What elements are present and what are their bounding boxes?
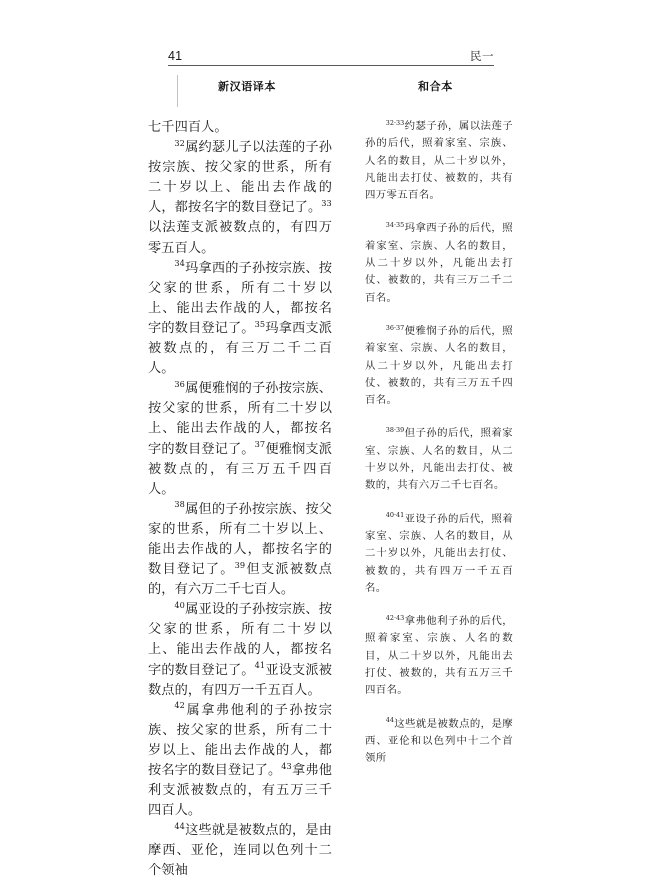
verse-number: 38 <box>174 499 185 510</box>
verse-number: 42 <box>174 700 185 711</box>
verse-paragraph: 七千四百人。 <box>148 120 228 135</box>
verse-paragraph: $^{44}$这些就是被数点的，是摩西、亚伦和以色列中十二个首领所 <box>365 716 513 765</box>
verse-number: 35 <box>254 318 266 329</box>
verse-paragraph: $^{40\cdot 41}$亚设子孙的后代，照着家室、宗族、人名的数目，从二十岁以外，凡能出去打仗、被数的，共有四万一千五百名。 <box>365 511 513 594</box>
verse-paragraph: $^{42\cdot 43}$拿弗他利子孙的后代，照着家室、宗族、人名的数目，从二十岁以外，凡能出去打仗、被数的，共有五万三千四百名。 <box>365 613 513 697</box>
verse-number: 36 <box>174 378 185 389</box>
verse-number: 34·35 <box>385 221 405 230</box>
verse-number: 37 <box>254 439 266 450</box>
running-header <box>168 40 494 66</box>
verse-paragraph: $^{40}$属亚设的子孙按宗族、按父家的世系，所有二十岁以上、能出去作战的人，都按名字的数目登记了。$^{41}$亚设支派被数点的，有四万一千五百人。 <box>148 599 333 698</box>
translation-column-left <box>148 118 332 882</box>
verse-number: 38·39 <box>385 425 405 434</box>
verse-number: 33 <box>321 197 332 208</box>
verse-number: 32 <box>174 137 185 148</box>
verse-number: 44 <box>385 716 394 725</box>
verse-paragraph: $^{42}$属拿弗他利的子孙按宗族、按父家的世系，所有二十岁以上、能出去作战的人，都按名字的数目登记了。$^{43}$拿弗他利支派被数点的，有五万三千四百人。 <box>148 700 333 819</box>
verse-paragraph: $^{38}$属但的子孙按宗族、按父家的世系，所有二十岁以上、能出去作战的人，都按名字的数目登记了。$^{39}$但支派被数点的，有六万二千七百人。 <box>148 499 332 598</box>
verse-number: 32·33 <box>385 118 405 127</box>
verse-paragraph: $^{36\cdot 37}$便雅悯子孙的后代，照着家室、宗族、人名的数目，从二十岁以外，凡能出去打仗、被数的，共有三万五千四百名。 <box>365 323 513 407</box>
verse-number: 39 <box>234 559 246 570</box>
translation-column-right <box>365 118 513 768</box>
column-titles <box>168 78 494 100</box>
verse-number: 36·37 <box>385 323 405 332</box>
verse-paragraph: $^{34\cdot 35}$玛拿西子孙的后代，照着家室、宗族、人名的数目，从二十岁以外，凡能出去打仗、被数的，共有三万二千二百名。 <box>365 221 513 304</box>
body-columns <box>0 118 650 879</box>
verse-paragraph: $^{44}$这些就是被数点的，是由摩西、亚伦，连同以色列十二个领袖 <box>148 820 332 879</box>
verse-paragraph: $^{36}$属便雅悯的子孙按宗族、按父家的世系，所有二十岁以上、能出去作战的人，都按名字的数目登记了。$^{37}$便雅悯支派被数点的，有三万五千四百人。 <box>148 378 333 497</box>
verse-paragraph: $^{32\cdot 33}$约瑟子孙，属以法莲子孙的后代，照着家室、宗族、人名的数目，从二十岁以外，凡能出去打仗、被数的，共有四万零五百名。 <box>365 118 513 202</box>
verse-paragraph: $^{32}$属约瑟儿子以法莲的子孙按宗族、按父家的世系，所有二十岁以上、能出去作战的人，都按名字的数目登记了。$^{33}$以法莲支派被数点的，有四万零五百人。 <box>148 137 332 256</box>
verse-number: 41 <box>254 660 266 671</box>
book-chapter-reference: 民一 <box>470 48 494 63</box>
column-title-left: 新汉语译本 <box>218 80 276 93</box>
verse-number: 43 <box>281 760 292 771</box>
verse-number: 40·41 <box>385 511 405 520</box>
verse-number: 44 <box>174 820 185 831</box>
verse-paragraph: $^{38\cdot 39}$但子孙的后代，照着家室、宗族、人名的数目，从二十岁以外，凡能出去打仗、被数的，共有六万二千七百名。 <box>365 425 513 492</box>
verse-paragraph: $^{34}$玛拿西的子孙按宗族、按父家的世系，所有二十岁以上、能出去作战的人，都按名字的数目登记了。$^{35}$玛拿西支派被数点的，有三万二千二百人。 <box>148 258 333 377</box>
page-number: 41 <box>168 48 183 63</box>
column-title-right: 和合本 <box>418 80 453 93</box>
verse-number: 42·43 <box>385 613 405 622</box>
verse-number: 34 <box>174 258 185 269</box>
verse-number: 40 <box>174 599 185 610</box>
